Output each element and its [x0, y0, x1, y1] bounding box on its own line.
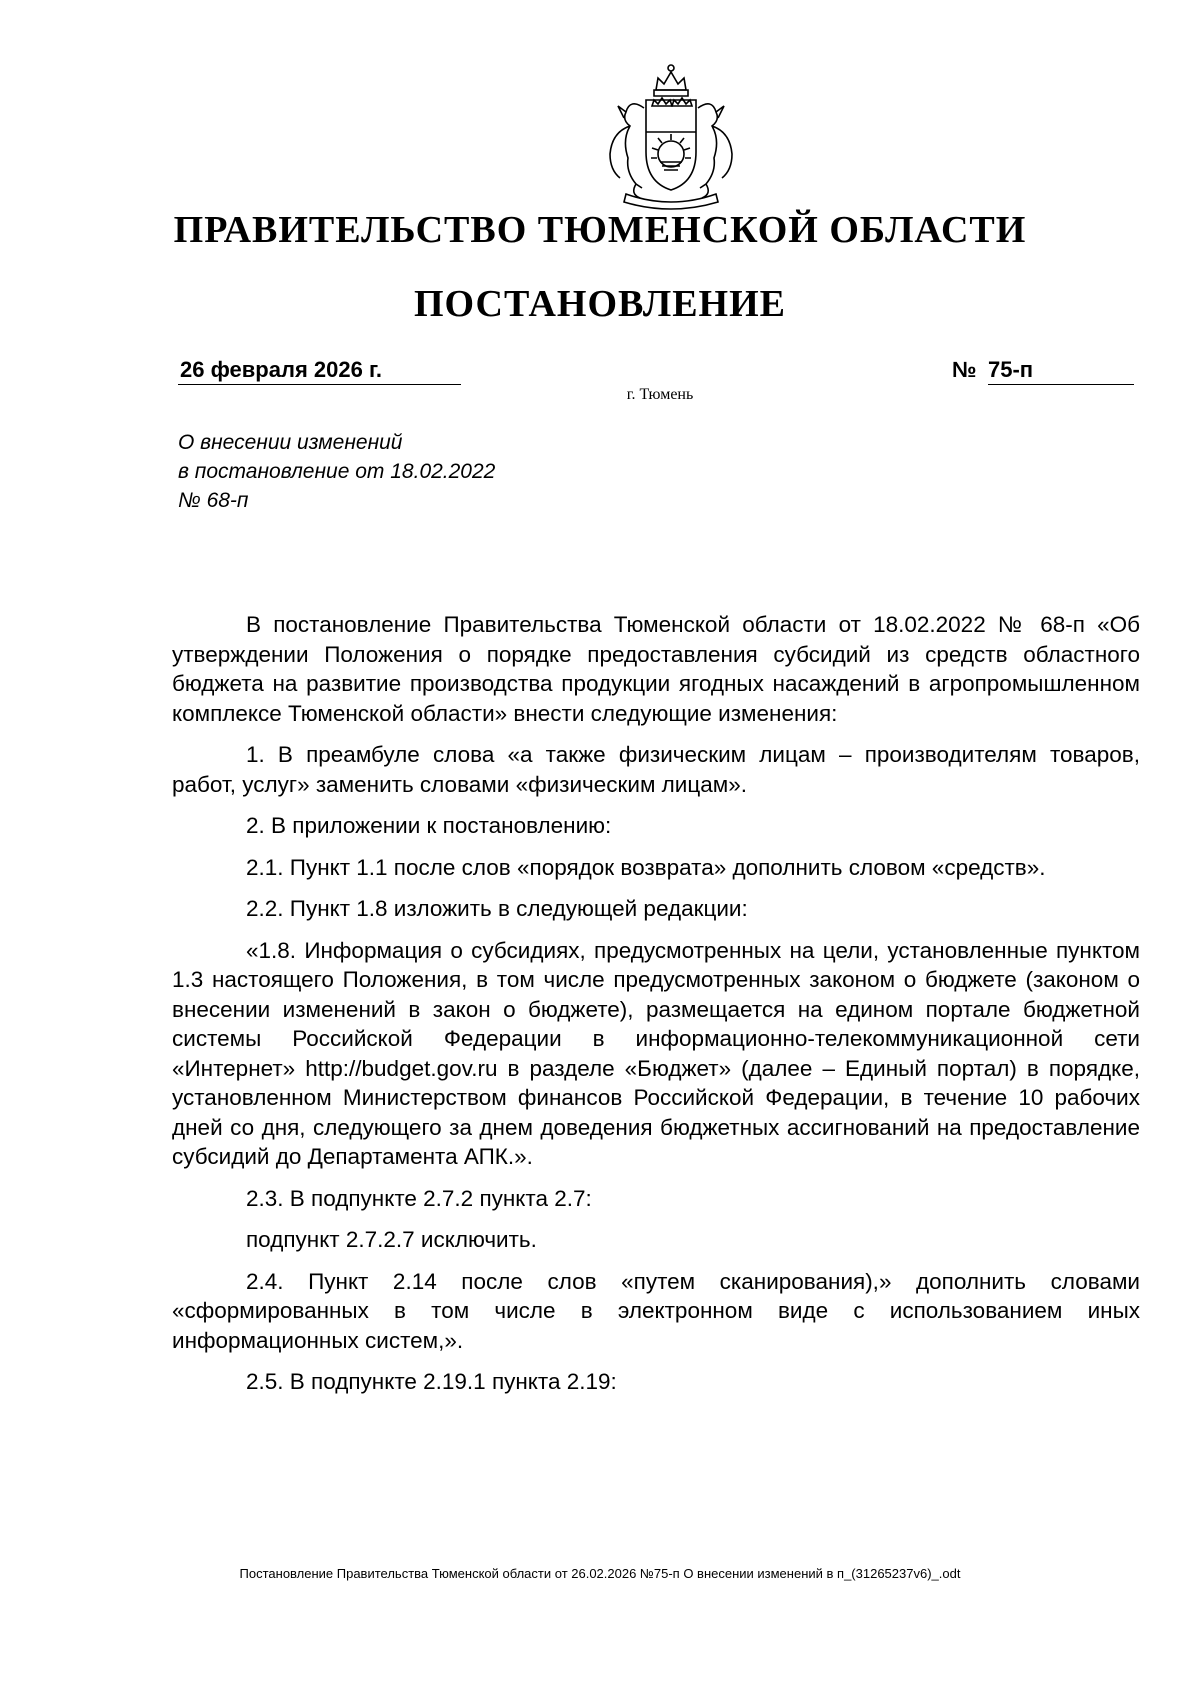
- body-paragraph: В постановление Правительства Тюменской области от 18.02.2022 № 68-п «Об утверждении Положения о порядке предоставления субсидий из средств областного бюджета на развитие производства продукции ягодных насаждений в агропромышленном комплексе Тюменской области» внести следующие изменения:: [172, 612, 1140, 726]
- subject-line: в постановление от 18.02.2022: [178, 460, 496, 483]
- document-body: [172, 610, 1140, 1409]
- subject-line: № 68-п: [178, 489, 249, 512]
- document-number: 75-п: [988, 357, 1034, 382]
- body-paragraph: «1.8. Информация о субсидиях, предусмотренных на цели, установленные пунктом 1.3 настоящего Положения, в том числе предусмотренных законом о бюджете (законом о внесении изменений в закон о бюджете), размещается на едином портале бюджетной системы Российской Федерации в информационно-телекоммуникационной сети «Интернет» http://budget.gov.ru в разделе «Бюджет» (далее – Единый портал) в порядке, установленном Министерством финансов Российской Федерации, в течение 10 рабочих дней со дня, следующего за днем доведения бюджетных ассигнований на предоставление субсидий до Департамента АПК.».: [172, 937, 1140, 1169]
- document-type-title: ПОСТАНОВЛЕНИЕ: [413, 283, 787, 325]
- body-paragraph: 2.3. В подпункте 2.7.2 пункта 2.7:: [246, 1185, 592, 1211]
- number-sign: №: [952, 357, 977, 382]
- document-subject: [178, 428, 658, 515]
- coat-of-arms-emblem: [596, 60, 746, 210]
- organization-title: ПРАВИТЕЛЬСТВО ТЮМЕНСКОЙ ОБЛАСТИ: [173, 209, 1027, 251]
- body-paragraph: 1. В преамбуле слова «а также физическим лицам – производителям товаров, работ, услуг» заменить словами «физическим лицам».: [172, 742, 1140, 797]
- body-paragraph: подпункт 2.7.2.7 исключить.: [246, 1227, 537, 1252]
- number-underline: [988, 384, 1134, 385]
- document-city: г. Тюмень: [626, 386, 694, 403]
- body-paragraph: 2.4. Пункт 2.14 после слов «путем сканирования),» дополнить словами «сформированных в том числе в электронном виде с использованием иных информационных систем,».: [172, 1268, 1140, 1353]
- body-paragraph: 2. В приложении к постановлению:: [246, 813, 612, 838]
- document-date: 26 февраля 2026 г.: [178, 357, 461, 385]
- subject-line: О внесении изменений: [178, 431, 403, 454]
- body-paragraph: 2.2. Пункт 1.8 изложить в следующей редакции:: [246, 896, 748, 921]
- body-paragraph: 2.1. Пункт 1.1 после слов «порядок возврата» дополнить словом «средств».: [246, 854, 1046, 880]
- document-number-block: [952, 357, 1134, 385]
- document-footer: Постановление Правительства Тюменской области от 26.02.2026 №75-п О внесении изменений в п_(31265237v6)_.odt: [239, 1566, 961, 1581]
- body-paragraph: 2.5. В подпункте 2.19.1 пункта 2.19:: [246, 1369, 617, 1394]
